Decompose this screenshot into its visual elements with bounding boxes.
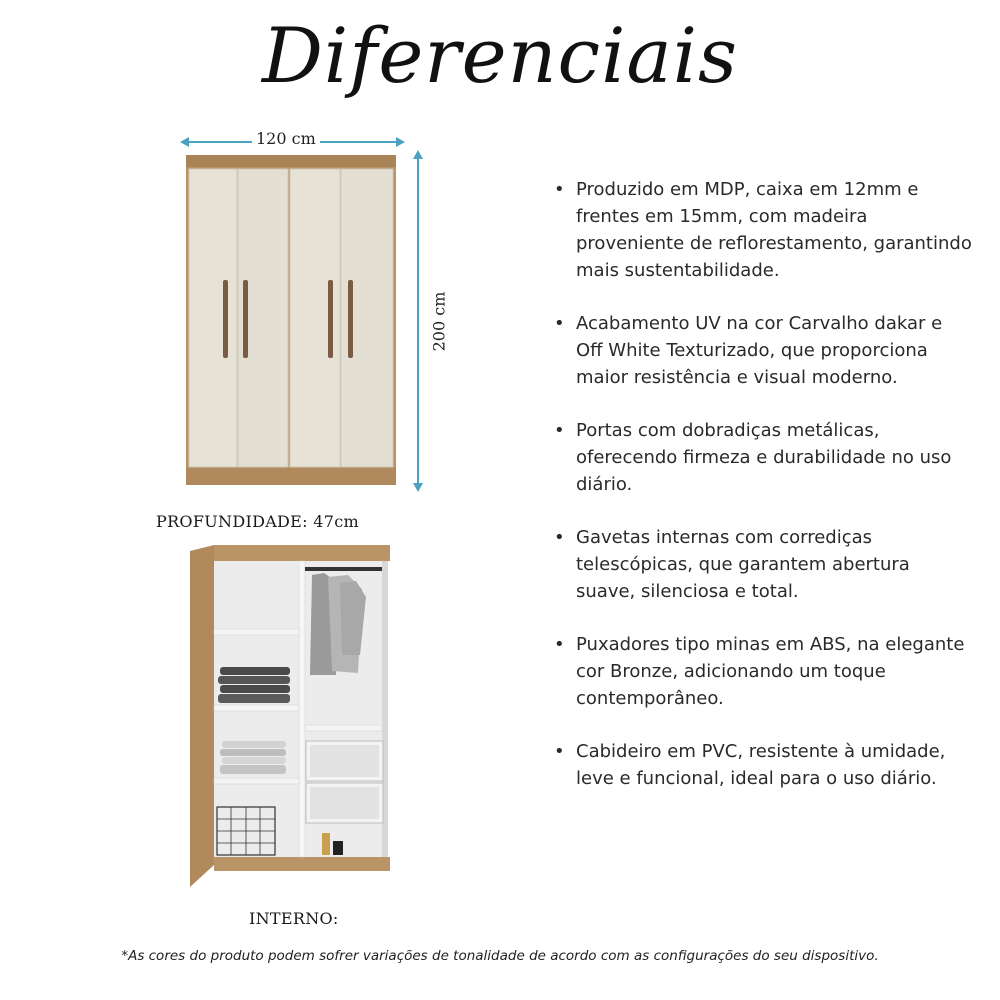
height-dimension-arrow	[408, 150, 428, 492]
feature-item: • Produzido em MDP, caixa em 12mm e frentes em 15mm, com madeira proveniente de reflorestamento, garantindo mais sustentabilidade.	[552, 176, 972, 284]
features-list	[552, 176, 972, 818]
feature-item: • Portas com dobradiças metálicas, oferecendo firmeza e durabilidade no uso diário.	[552, 417, 972, 498]
color-disclaimer: *As cores do produto podem sofrer variações de tonalidade de acordo com as configurações do seu dispositivo.	[121, 948, 879, 964]
feature-item: • Puxadores tipo minas em ABS, na elegante cor Bronze, adicionando um toque contemporâneo.	[552, 631, 972, 712]
feature-item: • Acabamento UV na cor Carvalho dakar e Off White Texturizado, que proporciona maior resistência e visual moderno.	[552, 310, 972, 391]
feature-item: • Cabideiro em PVC, resistente à umidade, leve e funcional, ideal para o uso diário.	[552, 738, 972, 792]
depth-label: PROFUNDIDADE: 47cm	[156, 512, 359, 531]
wardrobe-front-image	[186, 155, 396, 485]
bullet-icon: •	[554, 741, 565, 762]
bullet-icon: •	[554, 179, 565, 200]
width-label: 120 cm	[252, 129, 320, 148]
wardrobe-interior-image	[190, 545, 390, 887]
page-title: Diferenciais	[261, 11, 739, 100]
interior-label: INTERNO:	[249, 909, 339, 928]
bullet-icon: •	[554, 420, 565, 441]
bullet-icon: •	[554, 527, 565, 548]
bullet-icon: •	[554, 313, 565, 334]
bullet-icon: •	[554, 634, 565, 655]
height-label: 200 cm	[429, 288, 448, 356]
feature-item: • Gavetas internas com corrediças telescópicas, que garantem abertura suave, silenciosa e total.	[552, 524, 972, 605]
